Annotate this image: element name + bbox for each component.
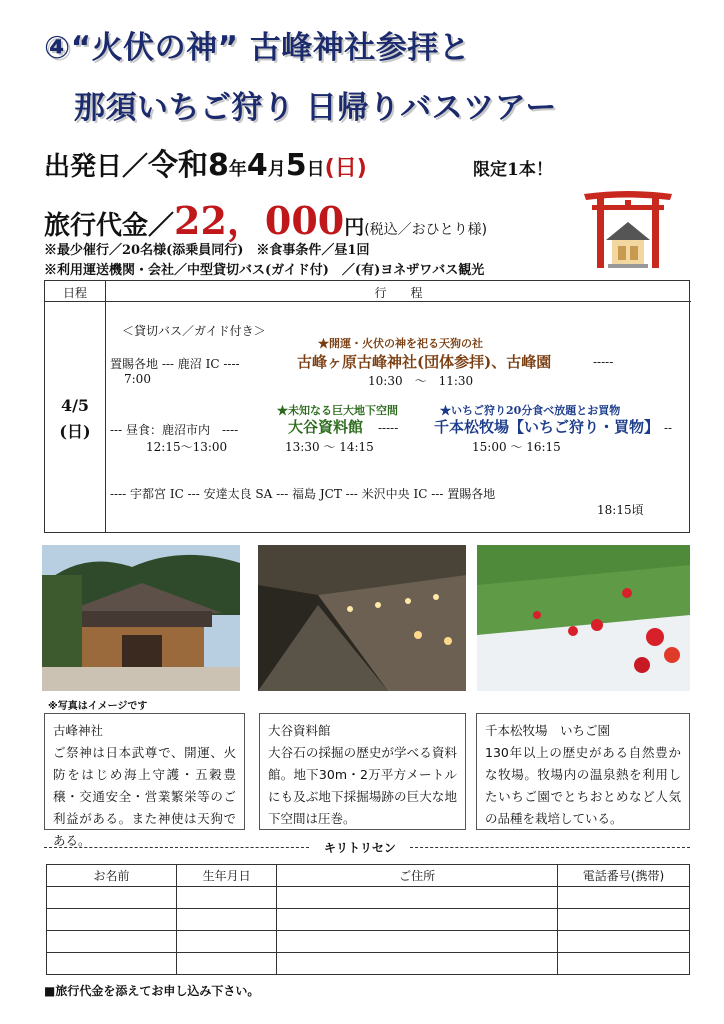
address-field[interactable] [277,953,558,975]
stop-oya-note: ★未知なる巨大地下空間 [277,404,398,417]
phone-field[interactable] [557,887,689,909]
info-box-title: 千本松牧場 いちご園 [485,723,611,738]
name-field[interactable] [47,909,177,931]
form-row [47,909,690,931]
time-oya: 13:30 ～ 14:15 [285,440,374,454]
conditions-line-2: ※利用運送機関・会社／中型貸切バス(ガイド付) ／(有)ヨネザワバス観光 [44,263,485,278]
form-header-phone: 電話番号(携帯) [557,865,689,887]
name-field[interactable] [47,953,177,975]
info-box-body: 130年以上の歴史がある自然豊かな牧場。牧場内の温泉熱を利用したいちご園でとちおとめなど人気の品種を栽培している。 [485,745,681,826]
route-dash-2: ----- [378,421,399,435]
name-field[interactable] [47,887,177,909]
schedule-weekday: (日) [59,422,91,441]
info-box-kominejinja [44,713,245,848]
form-header-name: お名前 [47,865,177,887]
info-box-title: 古峰神社 [53,723,104,738]
time-lunch: 12:15～13:00 [146,440,228,454]
conditions-line-1: ※最少催行／20名様(添乗員同行) ※食事条件／昼1回 [44,243,370,258]
departure-month: 4 [246,148,268,183]
address-field[interactable] [277,931,558,953]
birthdate-field[interactable] [177,887,277,909]
schedule-header-date: 日程 [62,286,87,300]
photo-kominejinja [42,545,240,691]
phone-field[interactable] [557,931,689,953]
cutline-left [44,847,309,848]
photo-strawberry [477,545,690,691]
time-start: 7:00 [124,372,151,386]
info-box-title: 大谷資料館 [268,723,331,738]
cutline-right [410,847,690,848]
schedule-divider [105,281,106,532]
route-return: ---- 宇都宮 IC --- 安達太良 SA --- 福島 JCT --- 米沢中央 IC --- 置賜各地 [110,487,496,501]
photo-note: ※写真はイメージです [48,701,148,712]
route-dash-3: -- [664,421,673,435]
form-row [47,887,690,909]
info-box-body: ご祭神は日本武尊で、開運、火防をはじめ海上守護・五穀豊穣・交通安全・営業繁栄等のご利益がある。また神使は天狗である。 [53,745,236,848]
address-field[interactable] [277,909,558,931]
departure-month-unit: 月 [267,159,286,180]
bus-note: ＜貸切バス／ガイド付き＞ [122,324,266,338]
form-header-birthdate: 生年月日 [177,865,277,887]
route-lunch: --- 昼食：鹿沼市内 ---- [110,423,239,437]
info-box-senbonmatsu [476,713,690,830]
birthdate-field[interactable] [177,953,277,975]
departure-label: 出発日／ [44,152,149,182]
departure-year: 8 [208,148,229,183]
title-line-2: 那須いちご狩り 日帰りバスツアー [74,90,557,126]
stop-senbonmatsu-note: ★いちご狩り20分食べ放題とお買物 [440,404,621,417]
form-row [47,953,690,975]
time-kominejinja: 10:30 ～ 11:30 [368,374,474,388]
stop-kominejinja-note: ★開運・火伏の神を祀る天狗の社 [318,337,483,350]
phone-field[interactable] [557,909,689,931]
form-header-address: ご住所 [277,865,558,887]
phone-field[interactable] [557,953,689,975]
price-line [44,190,487,245]
departure-note: 限定1本！ [473,160,553,180]
stop-kominejinja: 古峰ヶ原古峰神社(団体参拝)、古峰園 [297,353,552,371]
departure-weekday: (日) [324,156,367,181]
birthdate-field[interactable] [177,931,277,953]
route-dash-1: ----- [593,355,614,369]
departure-year-unit: 年 [228,159,247,180]
cutline-label: キリトリセン [324,841,396,855]
departure-line [44,140,367,184]
torii-shrine-icon [582,188,674,270]
footer-note: ■旅行代金を添えてお申し込み下さい。 [44,984,260,998]
schedule-header-itinerary: 行 程 [374,286,423,300]
info-box-body: 大谷石の採掘の歴史が学べる資料館。地下30m・2万平方メートルにも及ぶ地下採掘場跡の巨大な地下空間は圧巻。 [268,745,457,826]
birthdate-field[interactable] [177,909,277,931]
price-note: (税込／おひとり様) [364,222,488,238]
stop-oya: 大谷資料館 [288,418,364,436]
price-label: 旅行代金／ [44,211,175,241]
departure-era: 令和 [148,148,209,183]
route-start: 置賜各地 --- 鹿沼 IC ---- [110,357,240,371]
stop-senbonmatsu: 千本松牧場【いちご狩り・買物】 [434,418,660,436]
price-unit: 円 [344,215,365,239]
time-arrival: 18:15頃 [597,503,644,517]
schedule-date: 4/5 [60,396,90,415]
application-form [46,864,690,975]
form-row [47,931,690,953]
address-field[interactable] [277,887,558,909]
info-box-oya [259,713,466,830]
photo-oya-museum [258,545,466,691]
form-header-row [47,865,690,887]
price-amount: 22，000 [174,198,345,243]
departure-day-unit: 日 [306,159,325,180]
departure-day: 5 [285,148,307,183]
title-line-1: ④“火伏の神” 古峰神社参拝と [44,30,471,66]
time-senbonmatsu: 15:00 ～ 16:15 [472,440,561,454]
name-field[interactable] [47,931,177,953]
